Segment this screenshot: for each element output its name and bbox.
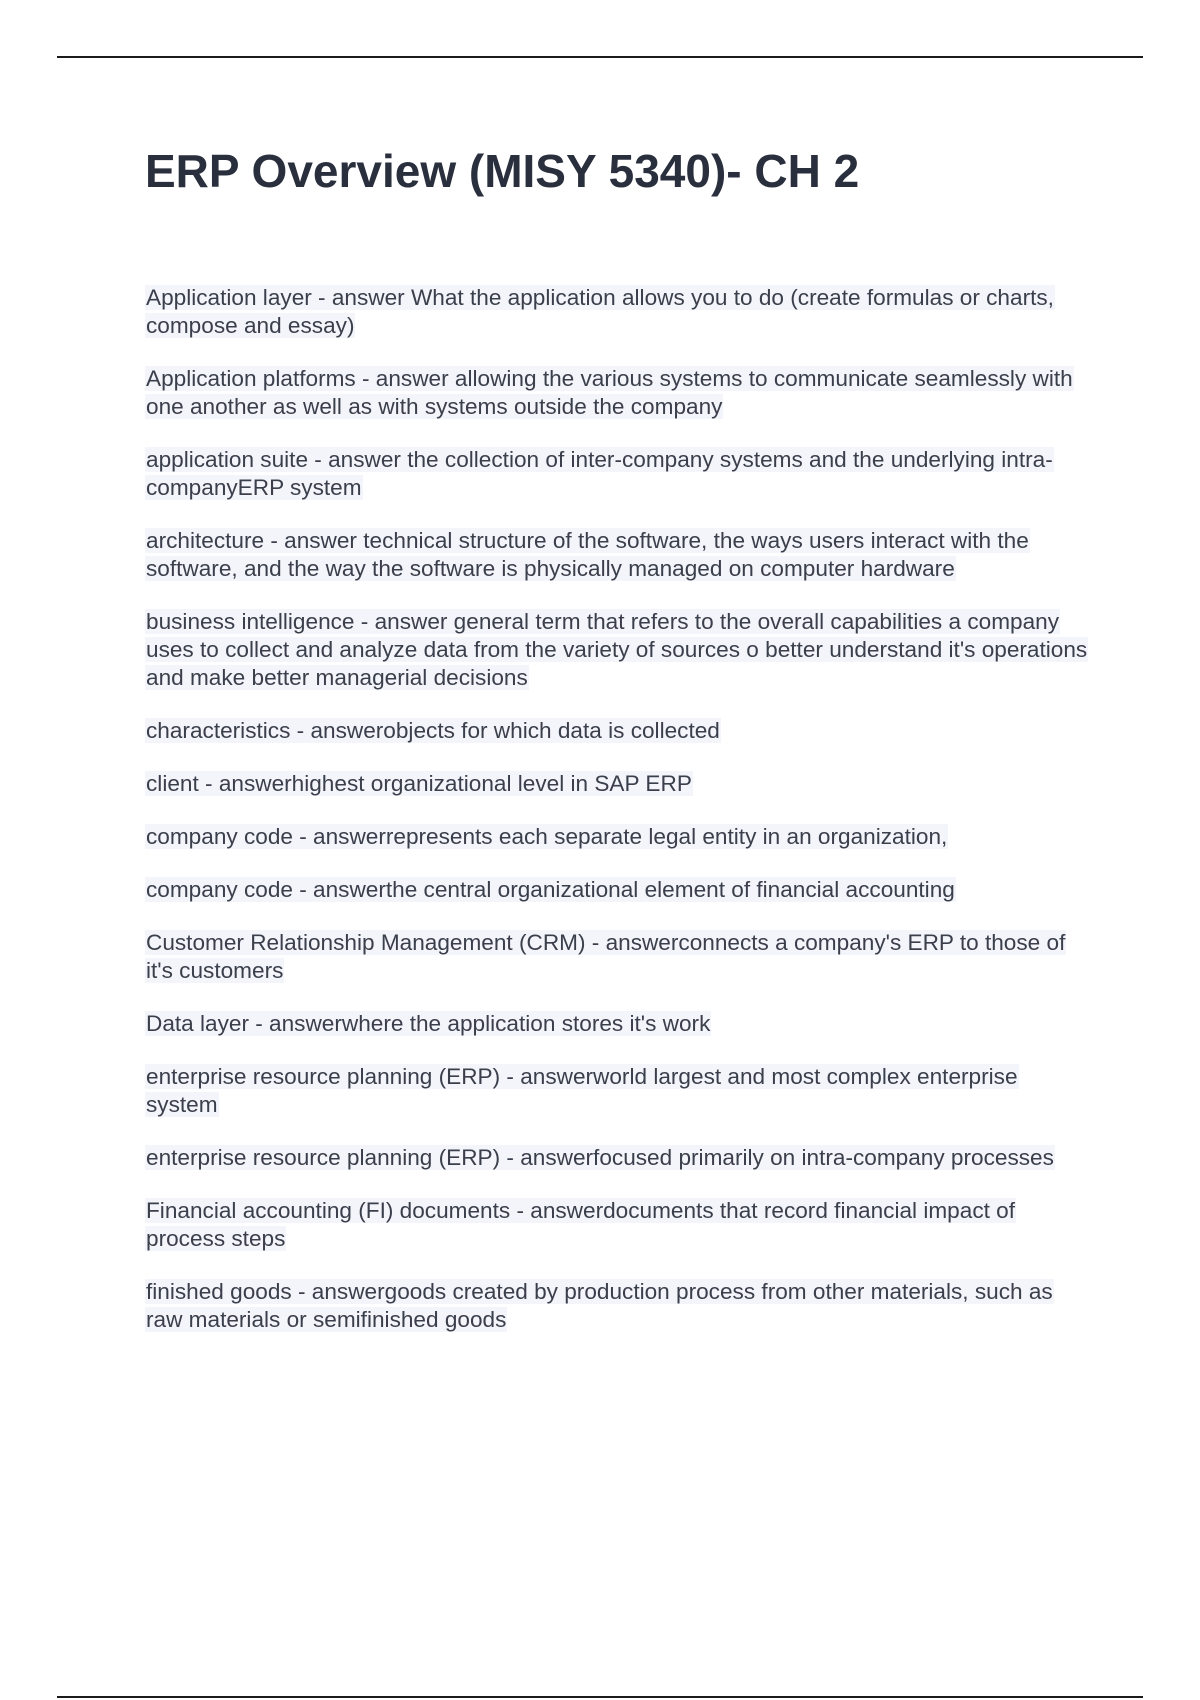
entry-text: finished goods - answergoods created by production process from other materials, such as raw materials or semifinished goods xyxy=(146,1279,1053,1332)
entry-text: business intelligence - answer general term that refers to the overall capabilities a company uses to collect and analyze data from the variety of sources o better understand it's operations and make better managerial decisions xyxy=(146,609,1088,690)
list-item xyxy=(145,608,1095,692)
list-item xyxy=(145,1278,1095,1334)
list-item xyxy=(145,1197,1095,1253)
entry-text: company code - answerthe central organizational element of financial accounting xyxy=(146,877,955,902)
entry-text: company code - answerrepresents each separate legal entity in an organization, xyxy=(146,824,948,849)
entry-text: Data layer - answerwhere the application stores it's work xyxy=(146,1011,711,1036)
entry-text: application suite - answer the collection of inter-company systems and the underlying intra-companyERP system xyxy=(146,447,1053,500)
entry-text: enterprise resource planning (ERP) - answerfocused primarily on intra-company processes xyxy=(146,1145,1054,1170)
list-item xyxy=(145,284,1095,340)
list-item xyxy=(145,1144,1095,1172)
bottom-divider xyxy=(57,1696,1143,1698)
entry-text: Financial accounting (FI) documents - answerdocuments that record financial impact of process steps xyxy=(146,1198,1016,1251)
entry-text: architecture - answer technical structure of the software, the ways users interact with the software, and the way the software is physically managed on computer hardware xyxy=(146,528,1029,581)
entry-text: Application platforms - answer allowing the various systems to communicate seamlessly with one another as well as with systems outside the company xyxy=(146,366,1073,419)
entry-text: Application layer - answer What the application allows you to do (create formulas or charts, compose and essay) xyxy=(146,285,1054,338)
list-item xyxy=(145,929,1095,985)
list-item xyxy=(145,1010,1095,1038)
list-item xyxy=(145,717,1095,745)
glossary-list xyxy=(145,284,1095,1359)
page-title: ERP Overview (MISY 5340)- CH 2 xyxy=(145,145,860,197)
entry-text: characteristics - answerobjects for which data is collected xyxy=(146,718,720,743)
list-item xyxy=(145,823,1095,851)
list-item xyxy=(145,876,1095,904)
list-item xyxy=(145,446,1095,502)
list-item xyxy=(145,1063,1095,1119)
entry-text: Customer Relationship Management (CRM) - answerconnects a company's ERP to those of it's customers xyxy=(146,930,1066,983)
list-item xyxy=(145,365,1095,421)
top-divider xyxy=(57,56,1143,58)
list-item xyxy=(145,770,1095,798)
entry-text: enterprise resource planning (ERP) - answerworld largest and most complex enterprise system xyxy=(146,1064,1018,1117)
list-item xyxy=(145,527,1095,583)
entry-text: client - answerhighest organizational level in SAP ERP xyxy=(146,771,692,796)
